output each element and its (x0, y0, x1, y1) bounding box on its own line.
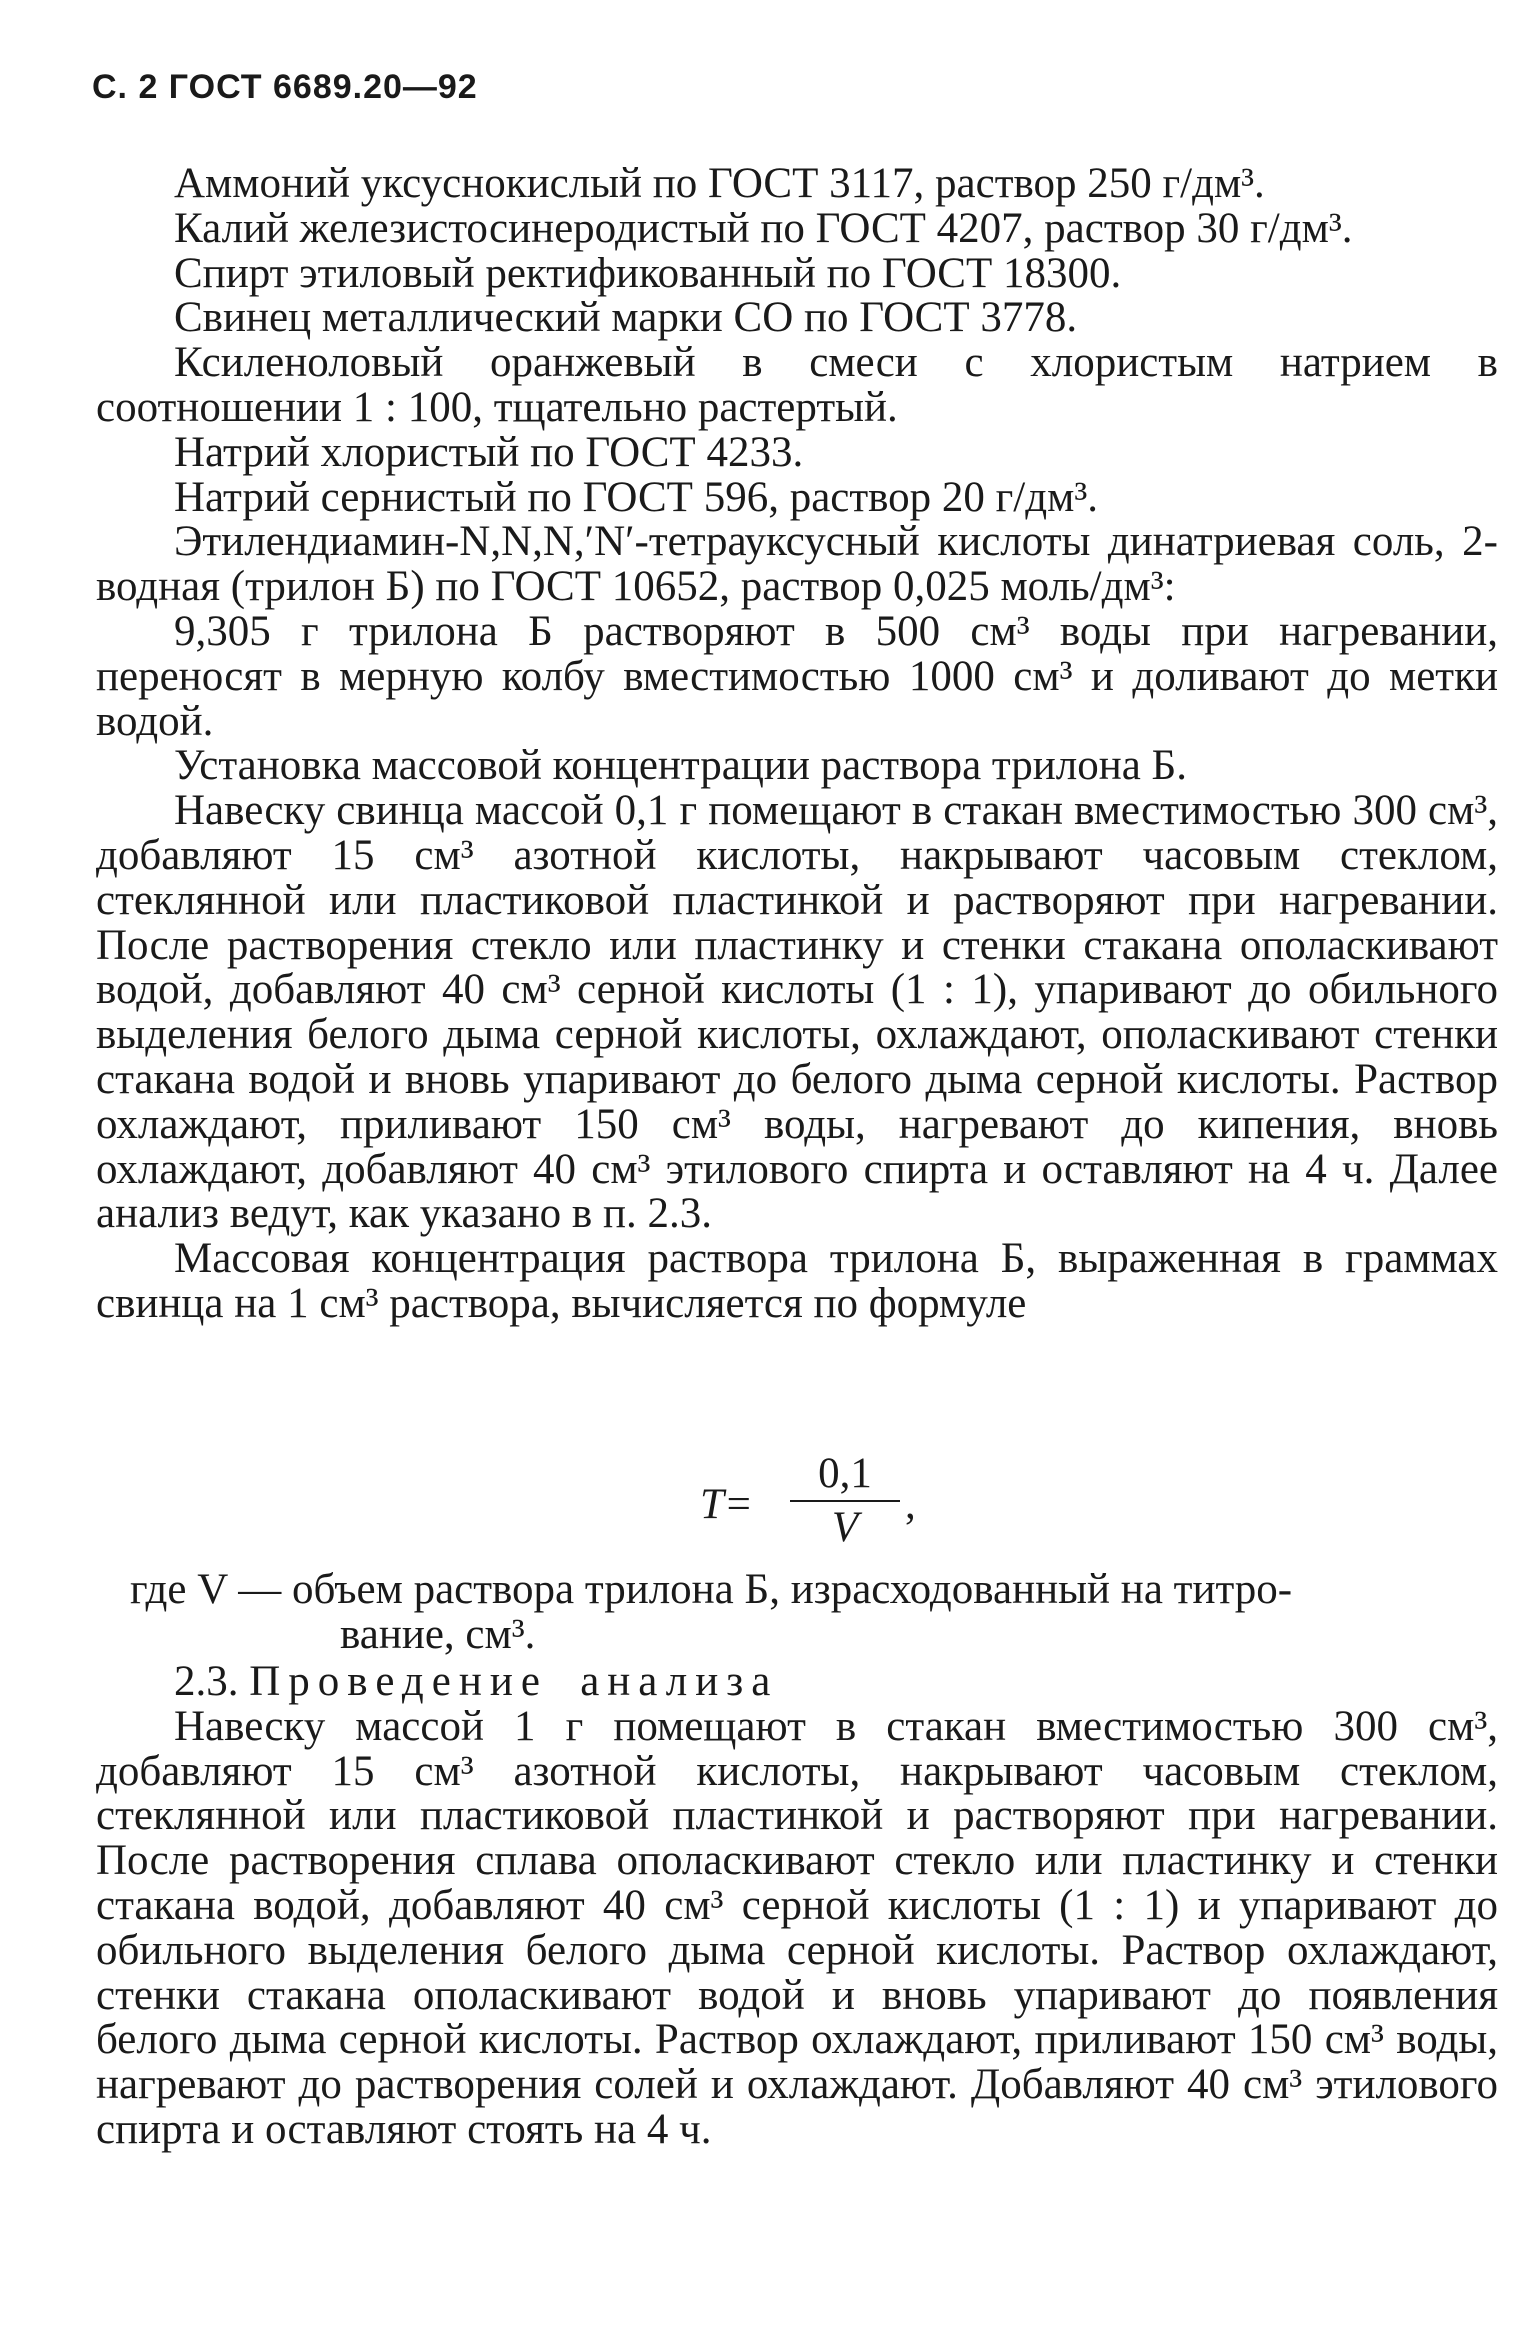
formula-numerator: 0,1 (818, 1450, 872, 1497)
paragraph: Массовая концентрация раствора трилона Б, выраженная в граммах свинца на 1 см³ раствора, вычисляется по формуле (96, 1235, 1498, 1327)
body-text (96, 162, 1498, 1327)
paragraph: Натрий хлористый по ГОСТ 4233. (174, 428, 804, 476)
fraction-bar (790, 1500, 900, 1502)
explanation-line-1: где V — объем раствора трилона Б, израсходованный на титро- (130, 1566, 1293, 1613)
section-2-3 (96, 1660, 1498, 2153)
section-heading (96, 1660, 1498, 1705)
section-title-word-1: Проведение (249, 1658, 548, 1705)
section-title-word-2: анализа (580, 1658, 779, 1705)
formula-denominator: V (831, 1504, 859, 1551)
paragraph: Навеску свинца массой 0,1 г помещают в стакан вместимостью 300 см³, добавляют 15 см³ азотной кислоты, накрывают часовым стеклом, стеклянной или пластиковой пластинкой и растворяют при нагревании. После растворения стекло или пластинку и стенки стакана ополаскивают водой, добавляют 40 см³ серной кислоты (1 : 1), упаривают до обильного выделения белого дыма серной кислоты, охлаждают, ополаскивают стенки стакана водой и вновь упаривают до белого дыма серной кислоты. Раствор охлаждают, приливают 150 см³ воды, нагревают до кипения, вновь охлаждают, добавляют 40 см³ этилового спирта и оставляют на 4 ч. Далее анализ ведут, как указано в п. 2.3. (96, 787, 1498, 1238)
section-number: 2.3. (174, 1658, 239, 1705)
formula-explanation (130, 1568, 1500, 1658)
paragraph: Калий железистосинеродистый по ГОСТ 4207, раствор 30 г/дм³. (174, 204, 1353, 252)
paragraph: Установка массовой концентрации раствора трилона Б. (174, 742, 1187, 790)
formula-trail: , (905, 1481, 916, 1528)
paragraph: Натрий сернистый по ГОСТ 596, раствор 20 г/дм³. (174, 473, 1098, 521)
paragraph: 9,305 г трилона Б растворяют в 500 см³ воды при нагревании, переносят в мерную колбу вместимостью 1000 см³ и доливают до метки водой. (96, 607, 1498, 745)
paragraph: Аммоний уксуснокислый по ГОСТ 3117, раствор 250 г/дм³. (174, 160, 1265, 207)
formula (700, 1450, 1000, 1560)
paragraph: Спирт этиловый ректификованный по ГОСТ 18300. (174, 249, 1122, 297)
section-text: Навеску массой 1 г помещают в стакан вместимостью 300 см³, добавляют 15 см³ азотной кислоты, накрывают часовым стеклом, стеклянной или пластиковой пластинкой и растворяют при нагревании. После растворения сплава ополаскивают стекло или пластинку и стенки стакана водой, добавляют 40 см³ серной кислоты (1 : 1) и упаривают до обильного выделения белого дыма серной кислоты. Раствор охлаждают, стенки стакана ополаскивают водой и вновь упаривают до появления белого дыма серной кислоты. Раствор охлаждают, приливают 150 см³ воды, нагревают до растворения солей и охлаждают. Добавляют 40 см³ этилового спирта и оставляют стоять на 4 ч. (96, 1702, 1498, 2153)
page-header: С. 2 ГОСТ 6689.20—92 (92, 68, 478, 106)
explanation-line-2: вание, см³. (340, 1610, 536, 1658)
paragraph: Этилендиамин-N,N,N,′N′-тетрауксусный кислоты динатриевая соль, 2-водная (трилон Б) по ГОСТ 10652, раствор 0,025 моль/дм³: (96, 518, 1498, 611)
formula-lhs: T= (700, 1481, 753, 1528)
paragraph: Ксиленоловый оранжевый в смеси с хлористым натрием в соотношении 1 : 100, тщательно растертый. (96, 339, 1498, 431)
formula-fraction (790, 1450, 900, 1552)
paragraph: Свинец металлический марки СО по ГОСТ 3778. (174, 294, 1078, 342)
